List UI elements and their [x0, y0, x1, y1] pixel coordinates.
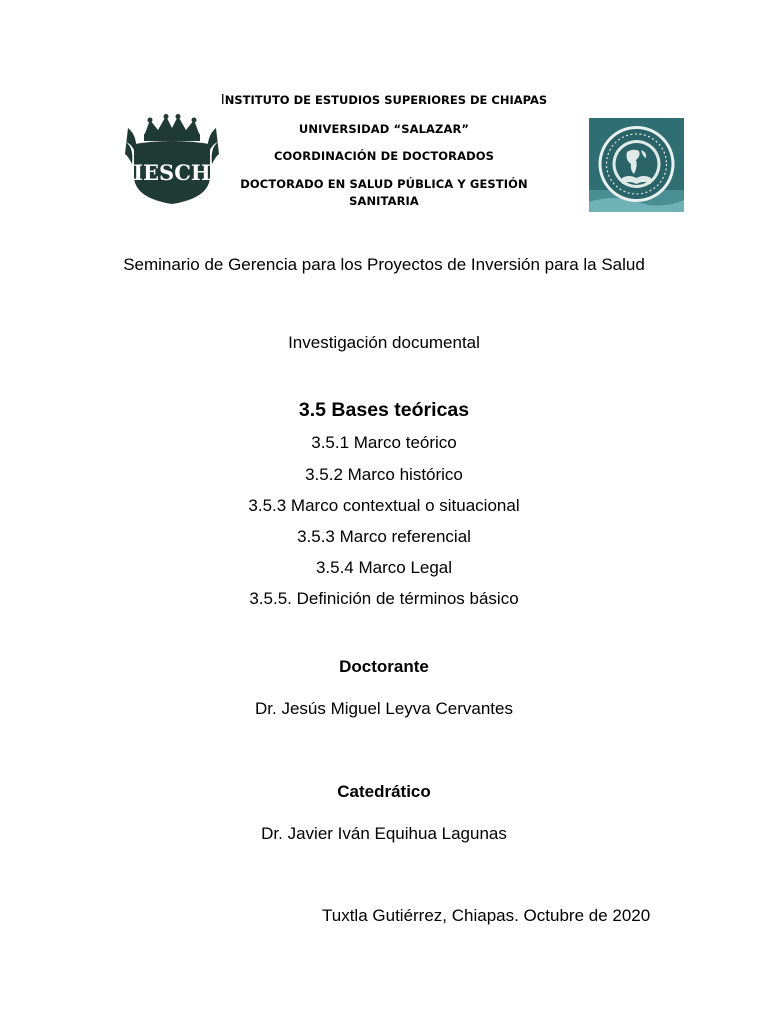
- coordination-name: COORDINACIÓN DE DOCTORADOS: [273, 149, 495, 163]
- document-type: Investigación documental: [288, 333, 480, 352]
- place-date: Tuxtla Gutiérrez, Chiapas. Octubre de 2020: [322, 906, 651, 925]
- iesch-logo-text: IESCH: [133, 160, 211, 185]
- section-title: 3.5 Bases teóricas: [298, 399, 470, 421]
- program-name-line2: SANITARIA: [349, 194, 419, 208]
- subsection-item: 3.5.4 Marco Legal: [315, 558, 453, 577]
- subsection-item: 3.5.3 Marco referencial: [297, 527, 471, 546]
- seminar-title: Seminario de Gerencia para los Proyectos de Inversión para la Salud: [123, 255, 645, 274]
- catedratico-name: Dr. Javier Iván Equihua Lagunas: [261, 824, 507, 843]
- subsection-item: 3.5.3 Marco contextual o situacional: [248, 496, 520, 515]
- catedratico-label: Catedrático: [337, 782, 431, 801]
- doctorante-name: Dr. Jesús Miguel Leyva Cervantes: [255, 699, 513, 718]
- subsection-item: 3.5.1 Marco teórico: [311, 433, 457, 452]
- doctorante-label: Doctorante: [339, 657, 429, 676]
- university-name: UNIVERSIDAD “SALAZAR”: [298, 122, 470, 136]
- institute-name: INSTITUTO DE ESTUDIOS SUPERIORES DE CHIAPAS: [220, 92, 548, 108]
- subsection-item: 3.5.2 Marco histórico: [305, 465, 463, 484]
- program-name-line1: DOCTORADO EN SALUD PÚBLICA Y GESTIÓN: [240, 177, 528, 191]
- subsection-item: 3.5.5. Definición de términos básico: [249, 589, 519, 608]
